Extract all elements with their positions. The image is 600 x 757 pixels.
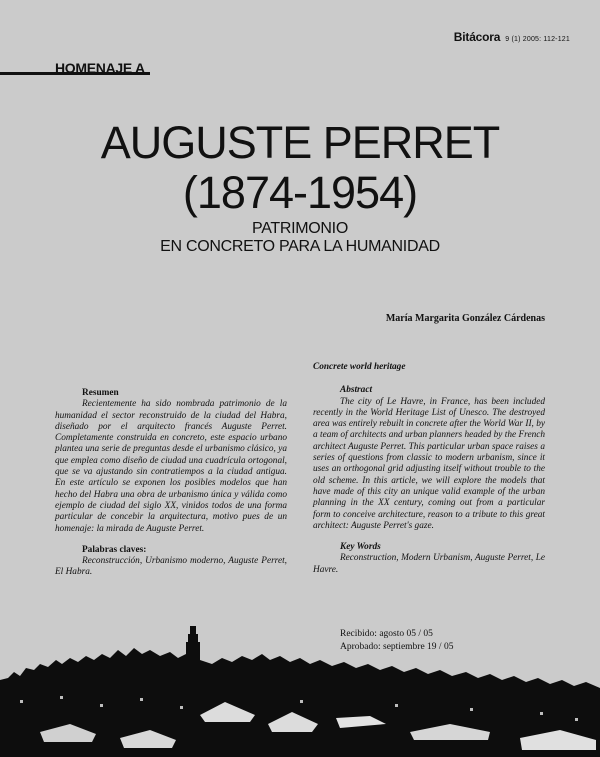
window-speck — [575, 718, 578, 721]
window-speck — [180, 706, 183, 709]
window-speck — [140, 698, 143, 701]
palabras-claves-label: Palabras claves: — [82, 544, 147, 555]
spanish-column — [55, 388, 287, 579]
resumen-text: Recientemente ha sido nombrada patrimonio de la humanidad el sector reconstruido de la ciudad del Habra, diseñado por el arquitecto francés Auguste Perret. Completamente construida en concreto, este espacio urbano plantea una serie de preguntas desde el urbanismo clásico, ya que emplea como diseño de ciudad una cuadrícula ortogonal, que se va ajustando sin contratiempos a la ciudad antigua. En este artículo se exponen los posibles modelos que han hecho del Habra una obra de urbanismo única y válida como ejemplo de ciudad del siglo XX, vinidos todos de una forma particular de concebir la arquitectura, motivo pues de un homenaje: la mirada de Auguste Perret. — [55, 399, 287, 534]
window-speck — [20, 700, 23, 703]
received-date: Recibido: agosto 05 / 05 — [340, 629, 433, 639]
resumen-label: Resumen — [82, 388, 119, 398]
article-title-years: (1874-1954) — [182, 167, 418, 218]
journal-issue: 9 (1) 2005: 112-121 — [505, 36, 570, 43]
journal-brand: Bitácora — [453, 30, 501, 44]
approved-date: Aprobado: septiembre 19 / 05 — [340, 642, 454, 652]
abstract-text: The city of Le Havre, in France, has been included recently in the World Heritage List of Unesco. The destroyed area was entirely rebuilt in concrete after the World War II, by a team of architects and urban planners headed by the French architect Auguste Perret. This particular urban space raises a series of questions from classic to modern urbanism, since it uses an orthogonal grid adjusting itself without trouble to the old scheme. In this article, we will explore the models that have made of this city an unique valid example of the urban planning in the XX century, coming out from a particular form to conceive architecture, reason to a tribute to this great architect: Auguste Perret's gaze. — [313, 396, 545, 531]
key-words-text: Reconstruction, Modern Urbanism, Auguste Perret, Le Havre. — [313, 553, 545, 575]
window-speck — [60, 696, 63, 699]
window-speck — [300, 700, 303, 703]
section-label: HOMENAJE A — [55, 60, 145, 76]
article-title-name: AUGUSTE PERRET — [100, 117, 500, 168]
article-author: María Margarita González Cárdenas — [385, 313, 545, 324]
window-speck — [395, 704, 398, 707]
english-heading: Concrete world heritage — [313, 362, 406, 372]
key-words-label: Key Words — [340, 542, 381, 553]
window-speck — [100, 704, 103, 707]
abstract-label: Abstract — [340, 385, 373, 396]
article-subtitle-line1: PATRIMONIO — [252, 220, 348, 237]
english-column — [313, 362, 545, 576]
city-skyline-photo — [0, 620, 600, 757]
window-speck — [470, 708, 473, 711]
window-speck — [540, 712, 543, 715]
article-subtitle-line2: EN CONCRETO PARA LA HUMANIDAD — [160, 238, 440, 255]
journal-header — [454, 30, 570, 44]
palabras-claves-text: Reconstrucción, Urbanismo moderno, Auguste Perret, El Habra. — [55, 556, 287, 578]
